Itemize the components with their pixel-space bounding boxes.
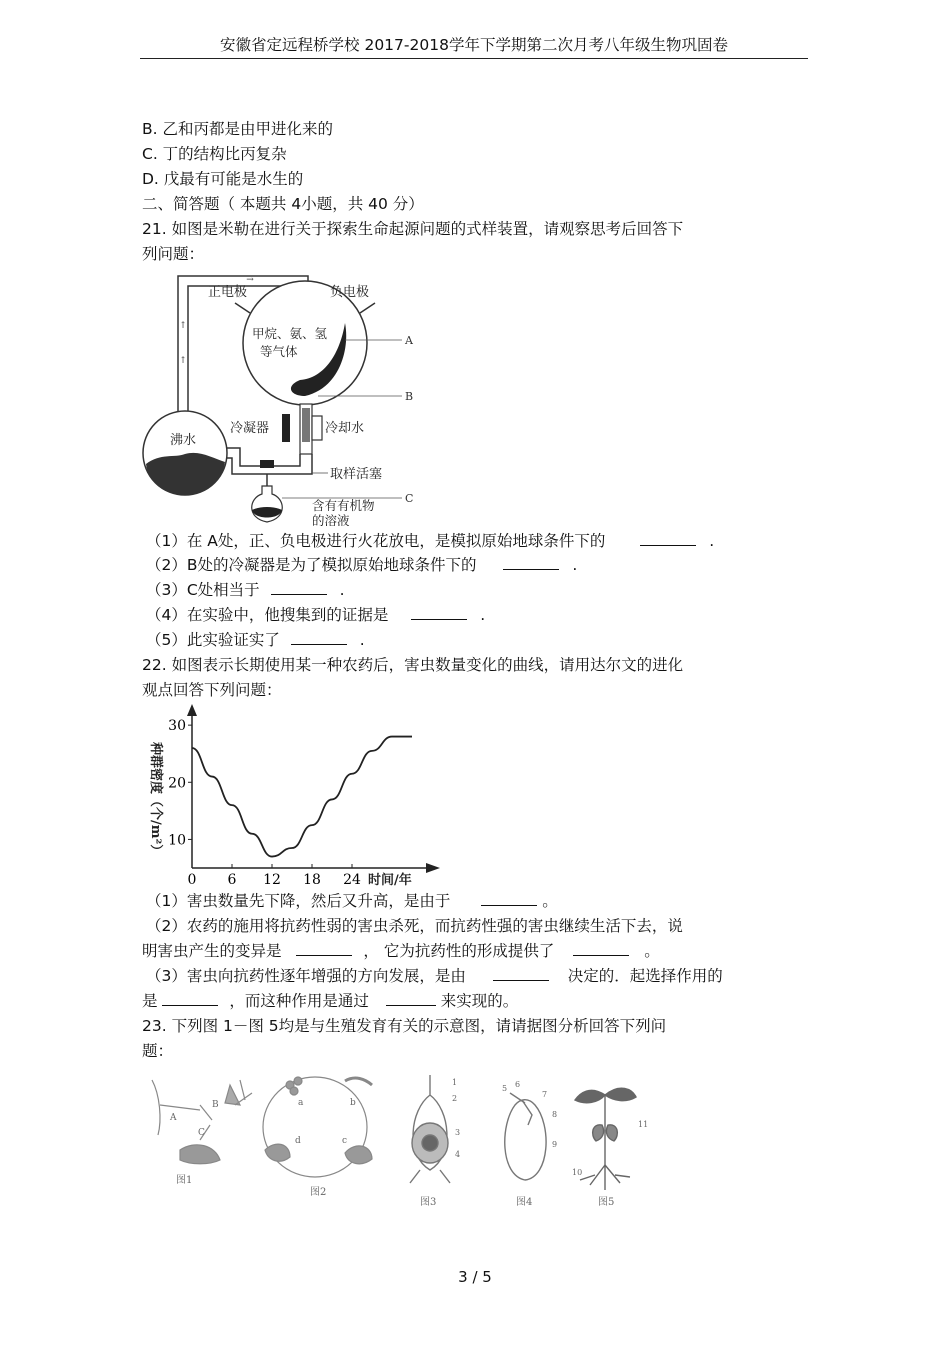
y-tick-label: 10 [168,832,186,849]
answer-blank[interactable] [411,605,467,620]
q22-sub3-text-b: 决定的．起选择作用的 [567,967,723,985]
answer-blank[interactable] [481,891,537,906]
figure-1-insect-cycle [152,1080,252,1164]
x-tick-label: 12 [263,872,281,886]
solution-label-line2: 的溶液 [312,513,350,526]
label-a: A [405,334,413,347]
q22-sub3-text-a: （3）害虫向抗药性逐年增强的方向发展，是由 [146,967,466,985]
fig5-number-11: 11 [638,1120,649,1129]
period: . [339,581,345,599]
option-c: C. 丁的结构比丙复杂 [142,145,287,163]
fig3-number-1: 1 [452,1078,458,1087]
figure-4-seed [505,1093,546,1180]
page-header: 安徽省定远程桥学校 2017-2018学年下学期第二次月考八年级生物巩固卷 [140,34,808,59]
negative-electrode-label: 负电极 [330,285,370,300]
q22-sub3-text-d: ，而这种作用是通过 [229,992,369,1010]
gas-label-line1: 甲烷、氨、氢 [252,326,328,341]
q22-sub2-text-b: ， 它为抗药性的形成提供了 [363,942,555,960]
period: 。 [542,892,558,910]
svg-text:↑: ↑ [179,356,187,366]
chart-xlabel: 时间/年 [368,873,412,886]
q21-sub5 [146,629,365,651]
q21-sub4 [146,604,485,626]
q22-stem-line1: 22. 如图表示长期使用某一种农药后，害虫数量变化的曲线，请用达尔文的进化 [142,656,684,674]
figure-5-seedling [575,1088,636,1190]
q22-sub3-line2 [142,990,518,1012]
q22-sub3-text-e: 来实现的。 [440,992,519,1010]
answer-blank[interactable] [640,531,696,546]
q22-sub3-line1 [146,965,723,987]
pest-density-chart [140,700,450,886]
sampling-valve-label: 取样活塞 [330,467,383,482]
q21-sub2 [146,554,577,576]
fig3-caption: 图3 [420,1197,437,1208]
label-c: C [405,492,414,505]
fig1-caption: 图1 [176,1175,193,1186]
period: . [359,631,365,649]
fig4-number-7: 7 [542,1090,548,1099]
boiling-water-label: 沸水 [170,433,197,448]
x-axis-arrow [426,863,440,873]
fig5-number-10: 10 [572,1168,583,1177]
answer-blank[interactable] [493,966,549,981]
fig4-number-6: 6 [515,1080,521,1089]
q22-sub2-text-a: 明害虫产生的变异是 [142,942,282,960]
q22-sub1-text: （1）害虫数量先下降，然后又升高，是由于 [146,892,451,910]
fig3-number-2: 2 [452,1094,458,1103]
section-title: 二、简答题（ 本题共 4小题，共 40 分） [142,195,424,213]
q22-sub1 [146,890,558,912]
condenser-label: 冷凝器 [230,421,270,436]
q21-sub3-text: （3）C处相当于 [146,581,260,599]
answer-blank[interactable] [503,555,559,570]
fig3-number-3: 3 [455,1128,461,1137]
fig2-letter-d: d [295,1136,301,1146]
fig1-letter-c: C [198,1128,205,1138]
q22-stem-line2: 观点回答下列问题： [142,681,282,699]
q21-stem-line1: 21. 如图是米勒在进行关于探索生命起源问题的式样装置，请观察思考后回答下 [142,220,684,238]
figure-3-pistil [410,1075,450,1183]
figure-2-cycle [263,1077,372,1177]
q21-sub2-text: （2）B处的冷凝器是为了模拟原始地球条件下的 [146,556,477,574]
q21-sub5-text: （5）此实验证实了 [146,631,280,649]
reproduction-figures [140,1065,660,1215]
q22-sub3-text-c: 是 [142,992,158,1010]
q21-sub3 [146,579,345,601]
gas-label-line2: 等气体 [260,344,298,359]
answer-blank[interactable] [271,580,327,595]
miller-apparatus-figure [140,268,430,526]
fig2-letter-a: a [298,1098,304,1108]
cooling-water-label: 冷却水 [325,421,365,436]
q23-stem-line2: 题： [142,1042,174,1060]
label-b: B [405,390,414,403]
period: . [709,532,715,550]
answer-blank[interactable] [162,991,218,1006]
answer-blank[interactable] [296,941,352,956]
fig2-letter-c: c [342,1136,348,1146]
q22-sub2-line2 [142,940,660,962]
period: . [572,556,578,574]
option-d: D. 戊最有可能是水生的 [142,170,304,188]
option-b: B. 乙和丙都是由甲进化来的 [142,120,333,138]
period: . [480,606,486,624]
svg-text:→: → [246,275,254,285]
q21-sub1 [146,530,714,552]
x-tick-label: 0 [187,872,197,886]
answer-blank[interactable] [386,991,436,1006]
svg-text:↑: ↑ [179,321,187,331]
q21-sub1-text: （1）在 A处，正、负电极进行火花放电，是模拟原始地球条件下的 [146,532,606,550]
fig5-caption: 图5 [598,1197,615,1208]
fig4-number-8: 8 [552,1110,558,1119]
x-tick-label: 24 [343,872,361,886]
x-tick-label: 18 [303,872,321,886]
fig1-letter-a: A [170,1113,177,1123]
q21-stem-line2: 列问题： [142,245,205,263]
x-tick-label: 6 [227,872,237,886]
y-tick-label: 20 [168,775,186,792]
fig2-letter-b: b [350,1098,356,1108]
fig2-caption: 图2 [310,1187,327,1198]
q21-sub4-text: （4）在实验中，他搜集到的证据是 [146,606,389,624]
q23-stem-line1: 23. 下列图 1－图 5均是与生殖发育有关的示意图，请请据图分析回答下列问 [142,1017,667,1035]
positive-electrode-label: 正电极 [208,285,248,300]
period: 。 [644,942,660,960]
answer-blank[interactable] [573,941,629,956]
page-number: 3 / 5 [458,1268,492,1286]
chart-ylabel: 种群密度（个/m²） [148,742,163,858]
fig4-number-9: 9 [552,1140,558,1149]
q22-sub2-line1: （2）农药的施用将抗药性弱的害虫杀死，而抗药性强的害虫继续生活下去，说 [146,917,683,935]
fig4-number-5: 5 [502,1084,508,1093]
population-curve [192,737,412,857]
y-tick-label: 30 [168,718,186,735]
fig1-letter-b: B [212,1100,219,1110]
answer-blank[interactable] [291,630,347,645]
y-axis-arrow [187,704,197,716]
fig4-caption: 图4 [516,1197,533,1208]
fig3-number-4: 4 [455,1150,461,1159]
solution-label-line1: 含有有机物 [312,498,375,513]
